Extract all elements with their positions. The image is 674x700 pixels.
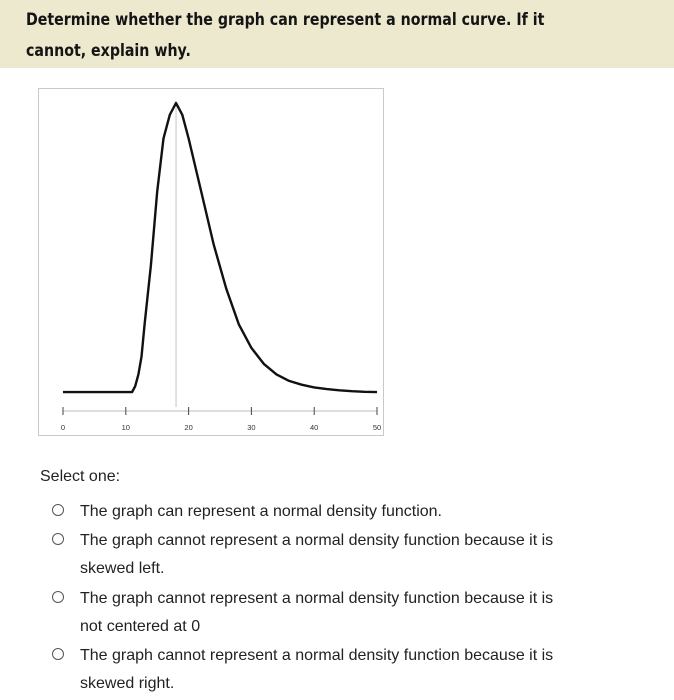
x-tick-label: 40	[310, 423, 319, 432]
question-header	[0, 0, 674, 68]
radio-button[interactable]	[52, 533, 64, 545]
option-line-1: The graph can represent a normal density function.	[80, 503, 442, 520]
radio-button[interactable]	[52, 648, 64, 660]
radio-button[interactable]	[52, 504, 64, 516]
question-text: Determine whether the graph can represent a normal curve. If it cannot, explain why.	[26, 10, 545, 60]
select-one-label: Select one:	[40, 468, 121, 485]
option-line-2: skewed right.	[80, 675, 175, 692]
option-label	[80, 585, 640, 641]
x-tick-label: 20	[184, 423, 193, 432]
option-label	[80, 642, 640, 698]
x-tick-label: 0	[60, 423, 66, 432]
option-line-2: skewed left.	[80, 560, 165, 577]
x-tick-label: 50	[372, 423, 382, 432]
chart-svg	[39, 89, 383, 435]
density-curve	[63, 103, 377, 392]
radio-button[interactable]	[52, 591, 64, 603]
option-line-1: The graph cannot represent a normal density function because it is	[80, 590, 554, 607]
x-tick-label: 10	[121, 423, 130, 432]
option-line-2: not centered at 0	[80, 618, 201, 635]
option-line-1: The graph cannot represent a normal density function because it is	[80, 647, 554, 664]
option-line-1: The graph cannot represent a normal density function because it is	[80, 532, 554, 549]
x-tick-label: 30	[247, 423, 256, 432]
chart-plot-area	[38, 88, 384, 436]
option-label	[80, 527, 640, 583]
option-label	[80, 498, 640, 526]
